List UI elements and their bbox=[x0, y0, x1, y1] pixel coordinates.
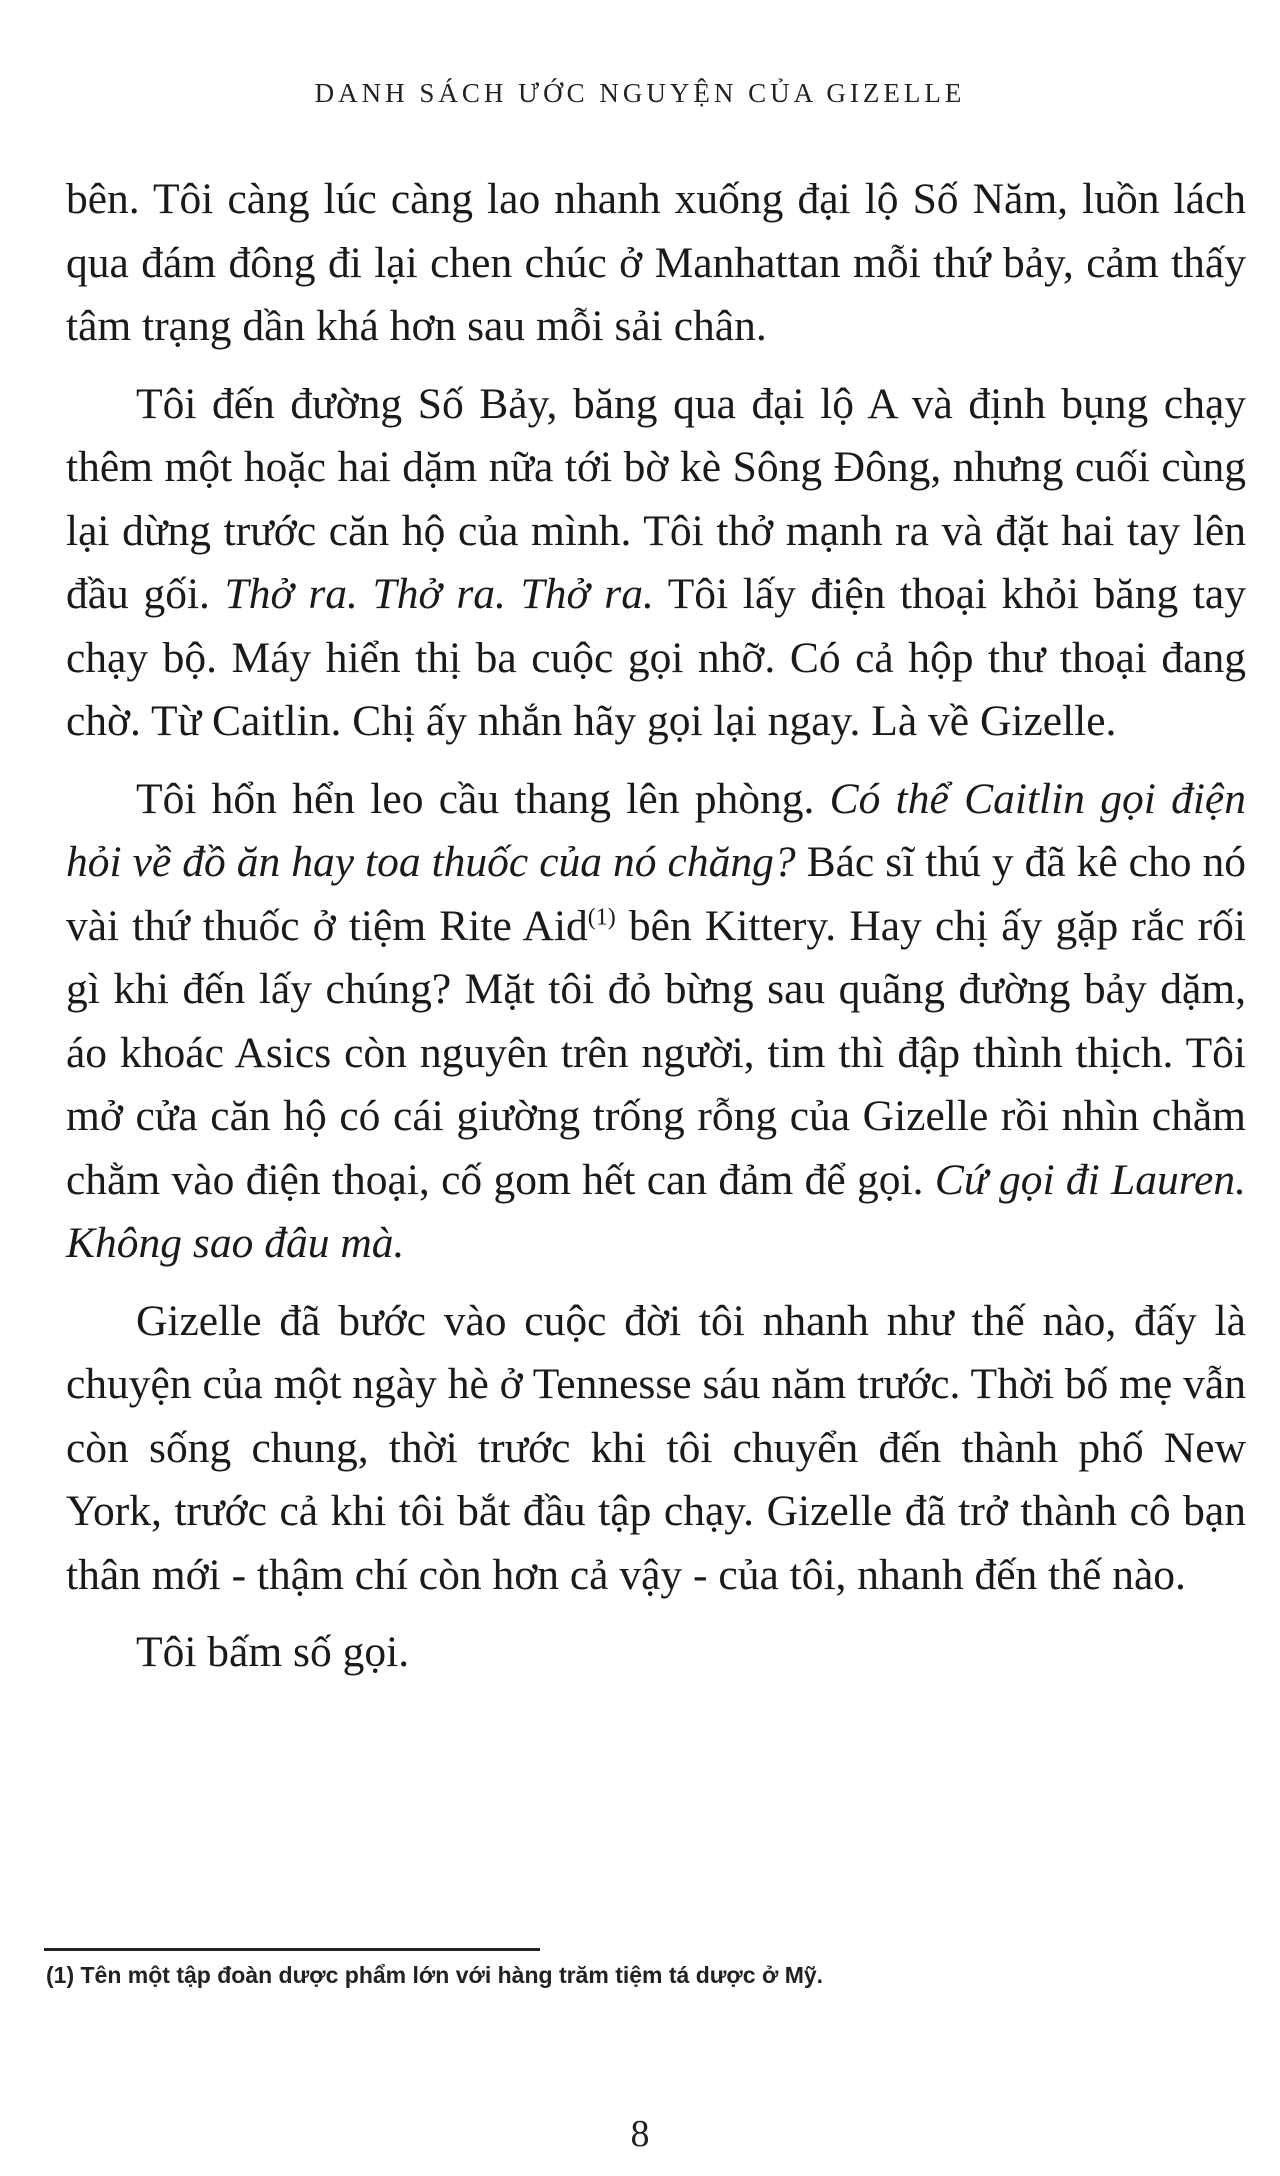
footnote-divider bbox=[44, 1948, 540, 1951]
paragraph-3-italic-a: Có thể Caitlin gọi điện hỏi về đồ ăn hay toa thuốc của nó chăng? bbox=[66, 774, 1246, 886]
paragraph-3-text-c: bên Kittery. Hay chị ấy gặp rắc rối gì khi đến lấy chúng? Mặt tôi đỏ bừng sau quãng đường bảy dặm, áo khoác Asics còn nguyên trên người, tim thì đập thình thịch. Tôi mở cửa căn hộ có cái giường trống rỗng của Gizelle rồi nhìn chằm chằm vào điện thoại, cố gom hết can đảm để gọi. bbox=[66, 901, 1246, 1204]
page-number: 8 bbox=[630, 2113, 650, 2155]
paragraph-4-text: Gizelle đã bước vào cuộc đời tôi nhanh như thế nào, đấy là chuyện của một ngày hè ở Tennesse sáu năm trước. Thời bố mẹ vẫn còn sống chung, thời trước khi tôi chuyển đến thành phố New York, trước cả khi tôi bắt đầu tập chạy. Gizelle đã trở thành cô bạn thân mới - thậm chí còn hơn cả vậy - của tôi, nhanh đến thế nào. bbox=[66, 1296, 1246, 1599]
paragraph-1-text: bên. Tôi càng lúc càng lao nhanh xuống đại lộ Số Năm, luồn lách qua đám đông đi lại chen chúc ở Manhattan mỗi thứ bảy, cảm thấy tâm trạng dần khá hơn sau mỗi sải chân. bbox=[66, 175, 1246, 350]
paragraph-4 bbox=[66, 1290, 1246, 1608]
paragraph-5 bbox=[66, 1621, 1246, 1685]
paragraph-2-italic: Thở ra. Thở ra. Thở ra. bbox=[224, 570, 654, 618]
footnote: (1) Tên một tập đoàn dược phẩm lớn với hàng trăm tiệm tá dược ở Mỹ. bbox=[46, 1962, 824, 1988]
running-header: DANH SÁCH ƯỚC NGUYỆN CỦA GIZELLE bbox=[314, 78, 966, 108]
paragraph-2 bbox=[66, 373, 1246, 754]
paragraph-3-italic-b: Cứ gọi đi Lauren. Không sao đâu mà. bbox=[66, 1155, 1246, 1267]
paragraph-2-text-b: Tôi lấy điện thoại khỏi băng tay chạy bộ. Máy hiển thị ba cuộc gọi nhỡ. Có cả hộp thư thoại đang chờ. Từ Caitlin. Chị ấy nhắn hãy gọi lại ngay. Là về Gizelle. bbox=[66, 570, 1246, 745]
paragraph-5-text: Tôi bấm số gọi. bbox=[136, 1628, 410, 1676]
paragraph-2-text-a: Tôi đến đường Số Bảy, băng qua đại lộ A và định bụng chạy thêm một hoặc hai dặm nữa tới bờ kè Sông Đông, nhưng cuối cùng lại dừng trước căn hộ của mình. Tôi thở mạnh ra và đặt hai tay lên đầu gối. bbox=[66, 379, 1246, 618]
paragraph-3-text-a: Tôi hổn hển leo cầu thang lên phòng. bbox=[136, 774, 830, 823]
body-text bbox=[66, 168, 1246, 1699]
paragraph-3 bbox=[66, 768, 1246, 1276]
paragraph-3-text-b: Bác sĩ thú y đã kê cho nó vài thứ thuốc ở tiệm Rite Aid bbox=[66, 838, 1246, 950]
footnote-reference: (1) bbox=[587, 904, 616, 930]
paragraph-1 bbox=[66, 168, 1246, 359]
